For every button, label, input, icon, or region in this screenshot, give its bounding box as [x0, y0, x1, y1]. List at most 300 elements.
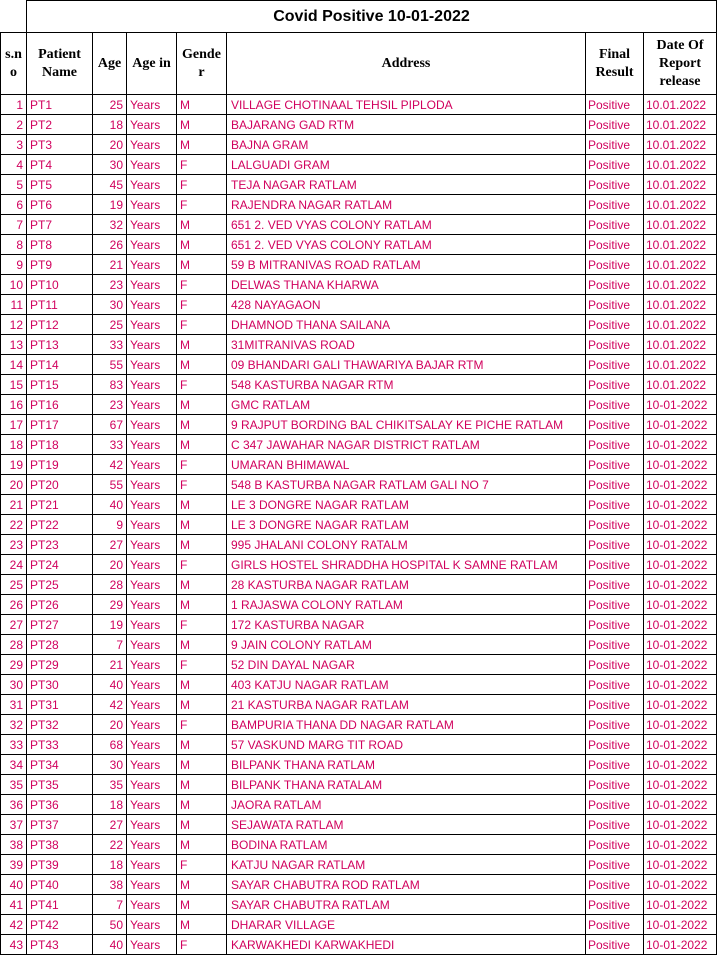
report-date-cell: 10-01-2022	[644, 415, 717, 435]
patient-name-cell: PT38	[27, 835, 93, 855]
report-date-cell: 10-01-2022	[644, 615, 717, 635]
serial-number-cell: 13	[1, 335, 27, 355]
table-row	[1, 595, 717, 615]
address-cell: 57 VASKUND MARG TIT ROAD	[227, 735, 586, 755]
serial-number-cell: 18	[1, 435, 27, 455]
report-date-cell: 10-01-2022	[644, 555, 717, 575]
serial-number-cell: 20	[1, 475, 27, 495]
gender-cell: M	[177, 395, 227, 415]
final-result-cell: Positive	[586, 575, 644, 595]
header-age: Age	[93, 33, 127, 95]
gender-cell: M	[177, 335, 227, 355]
final-result-cell: Positive	[586, 375, 644, 395]
age-unit-cell: Years	[127, 135, 177, 155]
serial-number-cell: 3	[1, 135, 27, 155]
serial-number-cell: 1	[1, 95, 27, 115]
age-unit-cell: Years	[127, 635, 177, 655]
report-date-cell: 10-01-2022	[644, 855, 717, 875]
serial-number-cell: 23	[1, 535, 27, 555]
report-date-cell: 10.01.2022	[644, 295, 717, 315]
final-result-cell: Positive	[586, 635, 644, 655]
final-result-cell: Positive	[586, 455, 644, 475]
gender-cell: M	[177, 635, 227, 655]
report-date-cell: 10-01-2022	[644, 675, 717, 695]
final-result-cell: Positive	[586, 915, 644, 935]
patient-name-cell: PT32	[27, 715, 93, 735]
patient-name-cell: PT2	[27, 115, 93, 135]
gender-cell: M	[177, 535, 227, 555]
table-row	[1, 235, 717, 255]
age-cell: 26	[93, 235, 127, 255]
patient-name-cell: PT1	[27, 95, 93, 115]
age-unit-cell: Years	[127, 735, 177, 755]
patient-name-cell: PT6	[27, 195, 93, 215]
serial-number-cell: 34	[1, 755, 27, 775]
final-result-cell: Positive	[586, 215, 644, 235]
report-date-cell: 10.01.2022	[644, 355, 717, 375]
age-cell: 27	[93, 815, 127, 835]
final-result-cell: Positive	[586, 275, 644, 295]
address-cell: 651 2. VED VYAS COLONY RATLAM	[227, 215, 586, 235]
gender-cell: M	[177, 575, 227, 595]
address-cell: 548 B KASTURBA NAGAR RATLAM GALI NO 7	[227, 475, 586, 495]
table-row	[1, 375, 717, 395]
report-date-cell: 10.01.2022	[644, 155, 717, 175]
table-row	[1, 915, 717, 935]
age-unit-cell: Years	[127, 595, 177, 615]
final-result-cell: Positive	[586, 855, 644, 875]
age-cell: 40	[93, 675, 127, 695]
table-row	[1, 255, 717, 275]
table-row	[1, 315, 717, 335]
report-date-cell: 10.01.2022	[644, 195, 717, 215]
patient-name-cell: PT8	[27, 235, 93, 255]
patient-name-cell: PT14	[27, 355, 93, 375]
report-date-cell: 10.01.2022	[644, 375, 717, 395]
address-cell: DHARAR VILLAGE	[227, 915, 586, 935]
serial-number-cell: 9	[1, 255, 27, 275]
report-date-cell: 10-01-2022	[644, 915, 717, 935]
age-unit-cell: Years	[127, 415, 177, 435]
patient-name-cell: PT34	[27, 755, 93, 775]
gender-cell: M	[177, 115, 227, 135]
address-cell: LE 3 DONGRE NAGAR RATLAM	[227, 515, 586, 535]
final-result-cell: Positive	[586, 95, 644, 115]
age-unit-cell: Years	[127, 515, 177, 535]
final-result-cell: Positive	[586, 795, 644, 815]
serial-number-cell: 41	[1, 895, 27, 915]
final-result-cell: Positive	[586, 235, 644, 255]
age-unit-cell: Years	[127, 275, 177, 295]
age-unit-cell: Years	[127, 935, 177, 955]
serial-number-cell: 21	[1, 495, 27, 515]
report-date-cell: 10-01-2022	[644, 475, 717, 495]
serial-number-cell: 37	[1, 815, 27, 835]
final-result-cell: Positive	[586, 195, 644, 215]
age-cell: 29	[93, 595, 127, 615]
address-cell: DHAMNOD THANA SAILANA	[227, 315, 586, 335]
table-row	[1, 575, 717, 595]
serial-number-cell: 31	[1, 695, 27, 715]
gender-cell: F	[177, 375, 227, 395]
table-row	[1, 775, 717, 795]
patient-name-cell: PT36	[27, 795, 93, 815]
gender-cell: M	[177, 895, 227, 915]
serial-number-cell: 29	[1, 655, 27, 675]
age-unit-cell: Years	[127, 775, 177, 795]
report-date-cell: 10-01-2022	[644, 875, 717, 895]
serial-number-cell: 8	[1, 235, 27, 255]
report-date-cell: 10-01-2022	[644, 695, 717, 715]
patient-name-cell: PT27	[27, 615, 93, 635]
age-cell: 30	[93, 155, 127, 175]
age-unit-cell: Years	[127, 355, 177, 375]
report-date-cell: 10.01.2022	[644, 95, 717, 115]
address-cell: 1 RAJASWA COLONY RATLAM	[227, 595, 586, 615]
patient-name-cell: PT39	[27, 855, 93, 875]
report-date-cell: 10-01-2022	[644, 715, 717, 735]
gender-cell: M	[177, 675, 227, 695]
address-cell: GIRLS HOSTEL SHRADDHA HOSPITAL K SAMNE RATLAM	[227, 555, 586, 575]
age-cell: 30	[93, 295, 127, 315]
gender-cell: M	[177, 435, 227, 455]
age-cell: 35	[93, 775, 127, 795]
gender-cell: M	[177, 235, 227, 255]
age-unit-cell: Years	[127, 455, 177, 475]
patient-name-cell: PT15	[27, 375, 93, 395]
age-unit-cell: Years	[127, 255, 177, 275]
title-row	[1, 1, 717, 33]
patient-name-cell: PT24	[27, 555, 93, 575]
final-result-cell: Positive	[586, 595, 644, 615]
age-unit-cell: Years	[127, 815, 177, 835]
report-date-cell: 10.01.2022	[644, 215, 717, 235]
final-result-cell: Positive	[586, 875, 644, 895]
table-body	[1, 95, 717, 955]
age-unit-cell: Years	[127, 855, 177, 875]
report-date-cell: 10-01-2022	[644, 635, 717, 655]
address-cell: 21 KASTURBA NAGAR RATLAM	[227, 695, 586, 715]
header-age-in: Age in	[127, 33, 177, 95]
address-cell: GMC RATLAM	[227, 395, 586, 415]
age-unit-cell: Years	[127, 215, 177, 235]
gender-cell: M	[177, 515, 227, 535]
gender-cell: M	[177, 815, 227, 835]
age-cell: 21	[93, 655, 127, 675]
final-result-cell: Positive	[586, 775, 644, 795]
address-cell: 548 KASTURBA NAGAR RTM	[227, 375, 586, 395]
report-date-cell: 10-01-2022	[644, 515, 717, 535]
serial-number-cell: 33	[1, 735, 27, 755]
gender-cell: F	[177, 935, 227, 955]
report-date-cell: 10-01-2022	[644, 495, 717, 515]
report-date-cell: 10-01-2022	[644, 435, 717, 455]
gender-cell: F	[177, 155, 227, 175]
table-row	[1, 435, 717, 455]
age-cell: 18	[93, 795, 127, 815]
age-cell: 55	[93, 355, 127, 375]
report-date-cell: 10.01.2022	[644, 275, 717, 295]
serial-number-cell: 26	[1, 595, 27, 615]
report-date-cell: 10-01-2022	[644, 595, 717, 615]
header-gender: Gende r	[177, 33, 227, 95]
age-cell: 18	[93, 115, 127, 135]
age-unit-cell: Years	[127, 575, 177, 595]
final-result-cell: Positive	[586, 155, 644, 175]
patient-name-cell: PT23	[27, 535, 93, 555]
final-result-cell: Positive	[586, 135, 644, 155]
report-date-cell: 10.01.2022	[644, 135, 717, 155]
address-cell: LE 3 DONGRE NAGAR RATLAM	[227, 495, 586, 515]
table-row	[1, 855, 717, 875]
serial-number-cell: 36	[1, 795, 27, 815]
gender-cell: F	[177, 195, 227, 215]
final-result-cell: Positive	[586, 675, 644, 695]
address-cell: DELWAS THANA KHARWA	[227, 275, 586, 295]
table-row	[1, 555, 717, 575]
address-cell: 31MITRANIVAS ROAD	[227, 335, 586, 355]
patient-name-cell: PT35	[27, 775, 93, 795]
report-date-cell: 10-01-2022	[644, 815, 717, 835]
final-result-cell: Positive	[586, 815, 644, 835]
age-cell: 23	[93, 395, 127, 415]
report-date-cell: 10-01-2022	[644, 735, 717, 755]
serial-number-cell: 17	[1, 415, 27, 435]
header-row	[1, 33, 717, 95]
address-cell: 172 KASTURBA NAGAR	[227, 615, 586, 635]
final-result-cell: Positive	[586, 755, 644, 775]
patient-name-cell: PT9	[27, 255, 93, 275]
age-unit-cell: Years	[127, 795, 177, 815]
address-cell: BILPANK THANA RATLAM	[227, 755, 586, 775]
table-row	[1, 295, 717, 315]
final-result-cell: Positive	[586, 315, 644, 335]
gender-cell: F	[177, 175, 227, 195]
serial-number-cell: 10	[1, 275, 27, 295]
age-cell: 42	[93, 455, 127, 475]
table-row	[1, 95, 717, 115]
serial-number-cell: 19	[1, 455, 27, 475]
serial-number-cell: 25	[1, 575, 27, 595]
gender-cell: M	[177, 255, 227, 275]
age-cell: 20	[93, 135, 127, 155]
patient-name-cell: PT37	[27, 815, 93, 835]
report-date-cell: 10.01.2022	[644, 315, 717, 335]
table-row	[1, 355, 717, 375]
age-cell: 18	[93, 855, 127, 875]
gender-cell: M	[177, 95, 227, 115]
age-unit-cell: Years	[127, 695, 177, 715]
gender-cell: F	[177, 655, 227, 675]
table-row	[1, 155, 717, 175]
table-row	[1, 455, 717, 475]
gender-cell: F	[177, 455, 227, 475]
age-cell: 83	[93, 375, 127, 395]
table-row	[1, 835, 717, 855]
final-result-cell: Positive	[586, 335, 644, 355]
final-result-cell: Positive	[586, 475, 644, 495]
age-cell: 28	[93, 575, 127, 595]
address-cell: 28 KASTURBA NAGAR RATLAM	[227, 575, 586, 595]
final-result-cell: Positive	[586, 835, 644, 855]
age-unit-cell: Years	[127, 835, 177, 855]
patient-name-cell: PT41	[27, 895, 93, 915]
address-cell: SAYAR CHABUTRA RATLAM	[227, 895, 586, 915]
patient-name-cell: PT42	[27, 915, 93, 935]
gender-cell: F	[177, 555, 227, 575]
patient-name-cell: PT3	[27, 135, 93, 155]
age-cell: 25	[93, 95, 127, 115]
report-date-cell: 10-01-2022	[644, 795, 717, 815]
serial-number-cell: 7	[1, 215, 27, 235]
gender-cell: F	[177, 715, 227, 735]
patient-name-cell: PT43	[27, 935, 93, 955]
address-cell: 09 BHANDARI GALI THAWARIYA BAJAR RTM	[227, 355, 586, 375]
patient-name-cell: PT28	[27, 635, 93, 655]
table-row	[1, 275, 717, 295]
address-cell: LALGUADI GRAM	[227, 155, 586, 175]
gender-cell: M	[177, 355, 227, 375]
report-date-cell: 10-01-2022	[644, 575, 717, 595]
address-cell: 403 KATJU NAGAR RATLAM	[227, 675, 586, 695]
age-cell: 30	[93, 755, 127, 775]
patient-name-cell: PT33	[27, 735, 93, 755]
final-result-cell: Positive	[586, 615, 644, 635]
age-unit-cell: Years	[127, 115, 177, 135]
age-unit-cell: Years	[127, 475, 177, 495]
table-row	[1, 875, 717, 895]
gender-cell: M	[177, 835, 227, 855]
gender-cell: M	[177, 215, 227, 235]
patient-name-cell: PT21	[27, 495, 93, 515]
serial-number-cell: 6	[1, 195, 27, 215]
address-cell: BILPANK THANA RATALAM	[227, 775, 586, 795]
patient-name-cell: PT13	[27, 335, 93, 355]
age-unit-cell: Years	[127, 535, 177, 555]
serial-number-cell: 32	[1, 715, 27, 735]
age-unit-cell: Years	[127, 755, 177, 775]
age-unit-cell: Years	[127, 615, 177, 635]
gender-cell: M	[177, 135, 227, 155]
final-result-cell: Positive	[586, 535, 644, 555]
gender-cell: F	[177, 275, 227, 295]
address-cell: SEJAWATA RATLAM	[227, 815, 586, 835]
address-cell: BODINA RATLAM	[227, 835, 586, 855]
final-result-cell: Positive	[586, 935, 644, 955]
final-result-cell: Positive	[586, 715, 644, 735]
gender-cell: F	[177, 315, 227, 335]
report-date-cell: 10-01-2022	[644, 655, 717, 675]
age-cell: 19	[93, 195, 127, 215]
patient-name-cell: PT12	[27, 315, 93, 335]
serial-number-cell: 43	[1, 935, 27, 955]
final-result-cell: Positive	[586, 555, 644, 575]
final-result-cell: Positive	[586, 395, 644, 415]
age-unit-cell: Years	[127, 315, 177, 335]
table-row	[1, 135, 717, 155]
address-cell: SAYAR CHABUTRA ROD RATLAM	[227, 875, 586, 895]
patient-name-cell: PT19	[27, 455, 93, 475]
address-cell: RAJENDRA NAGAR RATLAM	[227, 195, 586, 215]
age-cell: 68	[93, 735, 127, 755]
address-cell: 59 B MITRANIVAS ROAD RATLAM	[227, 255, 586, 275]
header-patient-name: Patient Name	[27, 33, 93, 95]
age-unit-cell: Years	[127, 295, 177, 315]
gender-cell: M	[177, 695, 227, 715]
final-result-cell: Positive	[586, 115, 644, 135]
gender-cell: F	[177, 855, 227, 875]
age-unit-cell: Years	[127, 375, 177, 395]
address-cell: 52 DIN DAYAL NAGAR	[227, 655, 586, 675]
gender-cell: M	[177, 495, 227, 515]
final-result-cell: Positive	[586, 515, 644, 535]
report-date-cell: 10-01-2022	[644, 935, 717, 955]
final-result-cell: Positive	[586, 655, 644, 675]
gender-cell: M	[177, 795, 227, 815]
age-unit-cell: Years	[127, 675, 177, 695]
header-address: Address	[227, 33, 586, 95]
address-cell: BAMPURIA THANA DD NAGAR RATLAM	[227, 715, 586, 735]
final-result-cell: Positive	[586, 295, 644, 315]
age-unit-cell: Years	[127, 495, 177, 515]
serial-number-cell: 14	[1, 355, 27, 375]
age-cell: 21	[93, 255, 127, 275]
gender-cell: M	[177, 595, 227, 615]
age-unit-cell: Years	[127, 435, 177, 455]
table-row	[1, 755, 717, 775]
gender-cell: M	[177, 915, 227, 935]
age-cell: 32	[93, 215, 127, 235]
report-date-cell: 10-01-2022	[644, 395, 717, 415]
age-cell: 33	[93, 435, 127, 455]
table-row	[1, 195, 717, 215]
gender-cell: F	[177, 295, 227, 315]
report-date-cell: 10-01-2022	[644, 775, 717, 795]
age-cell: 20	[93, 715, 127, 735]
age-cell: 20	[93, 555, 127, 575]
age-cell: 38	[93, 875, 127, 895]
report-date-cell: 10.01.2022	[644, 255, 717, 275]
serial-number-cell: 27	[1, 615, 27, 635]
patient-name-cell: PT17	[27, 415, 93, 435]
age-cell: 25	[93, 315, 127, 335]
report-date-cell: 10-01-2022	[644, 835, 717, 855]
table-row	[1, 115, 717, 135]
address-cell: BAJARANG GAD RTM	[227, 115, 586, 135]
address-cell: KARWAKHEDI KARWAKHEDI	[227, 935, 586, 955]
final-result-cell: Positive	[586, 735, 644, 755]
age-cell: 19	[93, 615, 127, 635]
title-blank-cell	[1, 1, 27, 33]
address-cell: JAORA RATLAM	[227, 795, 586, 815]
address-cell: TEJA NAGAR RATLAM	[227, 175, 586, 195]
serial-number-cell: 2	[1, 115, 27, 135]
age-unit-cell: Years	[127, 895, 177, 915]
table-row	[1, 515, 717, 535]
address-cell: 428 NAYAGAON	[227, 295, 586, 315]
serial-number-cell: 16	[1, 395, 27, 415]
serial-number-cell: 15	[1, 375, 27, 395]
age-unit-cell: Years	[127, 395, 177, 415]
serial-number-cell: 35	[1, 775, 27, 795]
address-cell: VILLAGE CHOTINAAL TEHSIL PIPLODA	[227, 95, 586, 115]
report-date-cell: 10.01.2022	[644, 235, 717, 255]
age-cell: 50	[93, 915, 127, 935]
serial-number-cell: 38	[1, 835, 27, 855]
address-cell: 9 RAJPUT BORDING BAL CHIKITSALAY KE PICHE RATLAM	[227, 415, 586, 435]
table-row	[1, 935, 717, 955]
table-row	[1, 215, 717, 235]
